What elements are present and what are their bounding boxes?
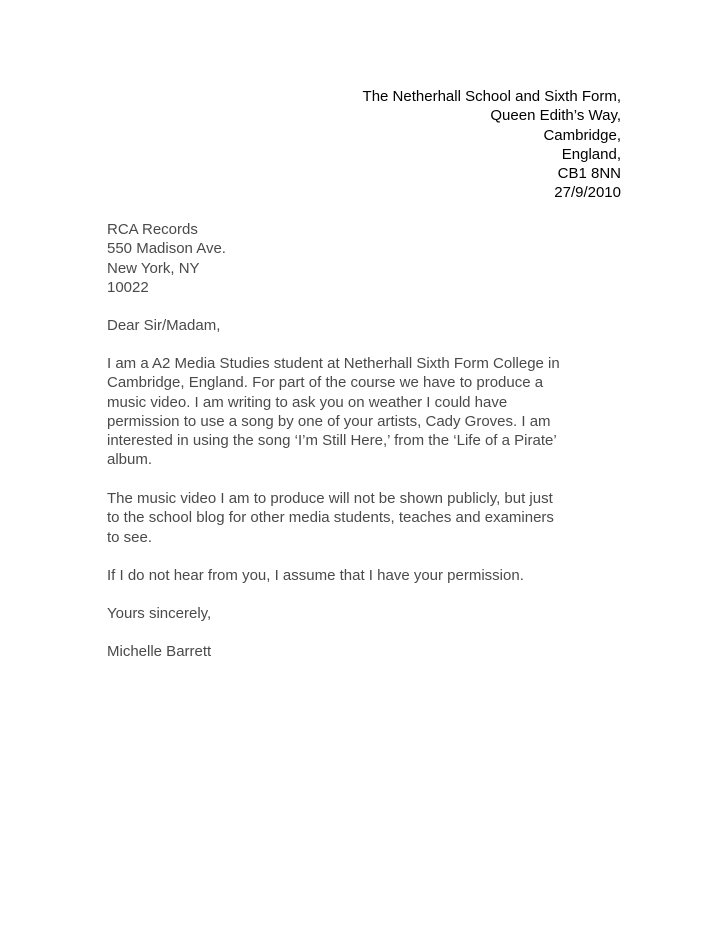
sender-address-line: Cambridge,	[543, 126, 621, 144]
body-paragraph	[107, 566, 627, 585]
salutation: Dear Sir/Madam,	[107, 317, 221, 334]
sender-address-line: England,	[561, 145, 621, 163]
recipient-street: 550 Madison Ave.	[107, 240, 226, 258]
recipient-zip: 10022	[107, 278, 149, 296]
paragraph-line: interested in using the song ‘I’m Still Here,’ from the ‘Life of a Pirate’	[107, 432, 557, 450]
letter-date: 27/9/2010	[554, 184, 621, 202]
recipient-address	[107, 220, 226, 297]
paragraph-line: music video. I am writing to ask you on weather I could have	[107, 393, 508, 411]
signature-name: Michelle Barrett	[107, 643, 212, 660]
paragraph-line: If I do not hear from you, I assume that I have your permission.	[107, 567, 524, 585]
paragraph-line: to see.	[107, 528, 153, 546]
body-paragraph	[107, 354, 627, 470]
paragraph-line: to the school blog for other media students, teaches and examiners	[107, 509, 554, 527]
recipient-name: RCA Records	[107, 221, 198, 238]
paragraph-line: The music video I am to produce will not be shown publicly, but just	[107, 490, 553, 508]
paragraph-line: album.	[107, 451, 153, 469]
letter-body	[107, 354, 627, 605]
sender-postcode: CB1 8NN	[557, 165, 621, 183]
sender-address-line: Queen Edith’s Way,	[490, 107, 621, 125]
recipient-city: New York, NY	[107, 259, 200, 277]
closing: Yours sincerely,	[107, 605, 212, 622]
sender-address	[363, 87, 621, 203]
paragraph-line: I am a A2 Media Studies student at Netherhall Sixth Form College in	[107, 355, 560, 372]
body-paragraph	[107, 489, 627, 547]
paragraph-line: permission to use a song by one of your artists, Cady Groves. I am	[107, 412, 551, 430]
sender-address-line: The Netherhall School and Sixth Form,	[362, 88, 621, 105]
paragraph-line: Cambridge, England. For part of the course we have to produce a	[107, 374, 544, 392]
